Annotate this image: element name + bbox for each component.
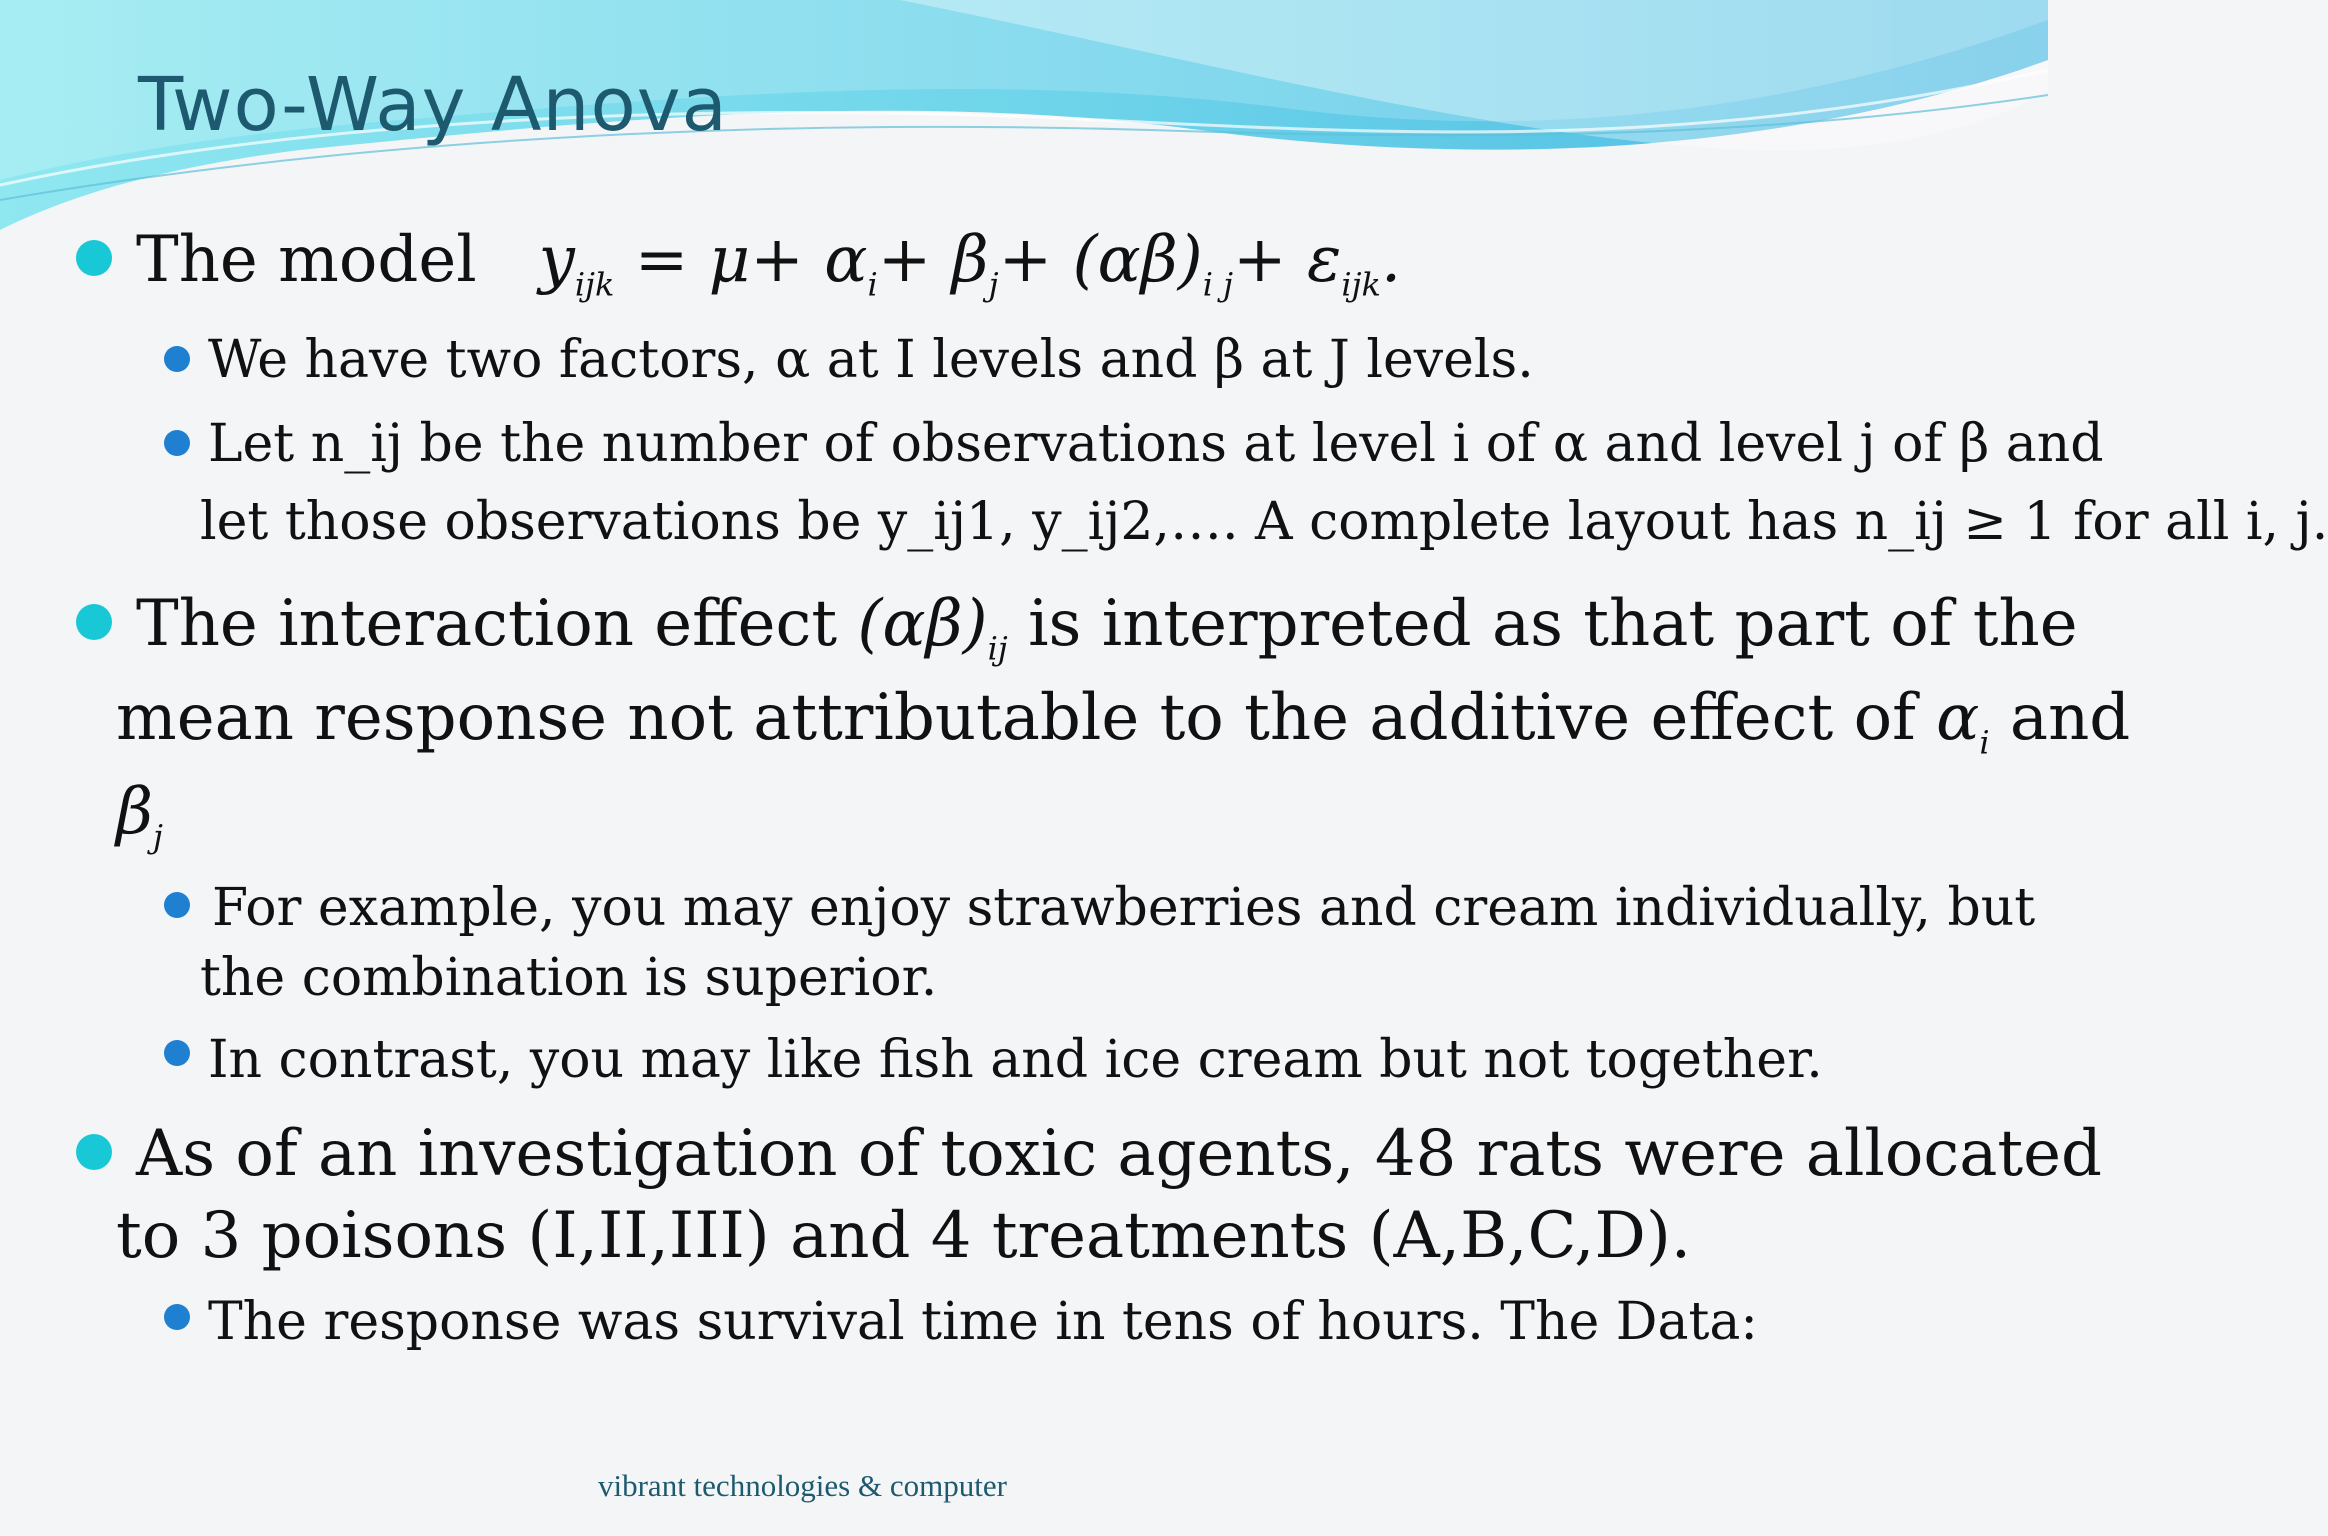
bullet-1-sub-2-line-2: let those observations be y_ij1, y_ij2,…. A complete layout has n_ij ≥ 1 for all i, j. bbox=[200, 492, 2328, 552]
bullet-1-line bbox=[136, 214, 1401, 330]
bullet-dot-2-2 bbox=[164, 1040, 190, 1066]
bullet-dot-1 bbox=[76, 240, 112, 276]
bullet-2-sub-2: In contrast, you may like fish and ice cream but not together. bbox=[208, 1030, 1823, 1090]
interaction-term: $(\alpha\beta)_{ij}$ bbox=[857, 587, 1008, 668]
bullet-1-sub-1: We have two factors, α at I levels and β at J levels. bbox=[208, 330, 1534, 390]
bullet-dot-1-2 bbox=[164, 430, 190, 456]
bullet-3-line-1: As of an investigation of toxic agents, 48 rats were allocated bbox=[136, 1117, 2102, 1191]
bullet-dot-3 bbox=[76, 1134, 112, 1170]
bullet-2-sub-1-line-1: For example, you may enjoy strawberries and cream individually, but bbox=[212, 878, 2036, 938]
bullet-2-line-1-b: is interpreted as that part of the bbox=[1028, 587, 2078, 661]
bullet-2-line-2-b: and bbox=[2009, 681, 2131, 755]
bullet-2-line-1-a: The interaction effect bbox=[136, 587, 838, 661]
bullet-2-sub-1-line-2: the combination is superior. bbox=[200, 948, 938, 1008]
footer-text: vibrant technologies & computer bbox=[598, 1468, 1007, 1503]
beta-j-term: $\beta_j$ bbox=[116, 775, 163, 856]
bullet-dot-2-1 bbox=[164, 892, 190, 918]
bullet-2-line-2 bbox=[116, 672, 2130, 788]
slide-title: Two-Way Anova bbox=[138, 62, 728, 148]
bullet-dot-1-1 bbox=[164, 346, 190, 372]
bullet-3-sub-1: The response was survival time in tens of hours. The Data: bbox=[208, 1292, 1758, 1352]
alpha-i-term: $\alpha_i$ bbox=[1936, 681, 1990, 762]
bullet-2-line-2-a: mean response not attributable to the additive effect of bbox=[116, 681, 1916, 755]
bullet-1-sub-2-line-1: Let n_ij be the number of observations at level i of α and level j of β and bbox=[208, 414, 2104, 474]
model-equation: $y_{ijk} = \mu+ \alpha_i+ \beta_j+ (\alpha\beta)_{i j}+ \varepsilon_{ijk}$. bbox=[538, 223, 1402, 304]
bullet-3-line-2: to 3 poisons (I,II,III) and 4 treatments (A,B,C,D). bbox=[116, 1199, 1692, 1273]
bullet-dot-2 bbox=[76, 604, 112, 640]
bullet-1-lead: The model bbox=[136, 223, 477, 297]
bullet-dot-3-1 bbox=[164, 1304, 190, 1330]
